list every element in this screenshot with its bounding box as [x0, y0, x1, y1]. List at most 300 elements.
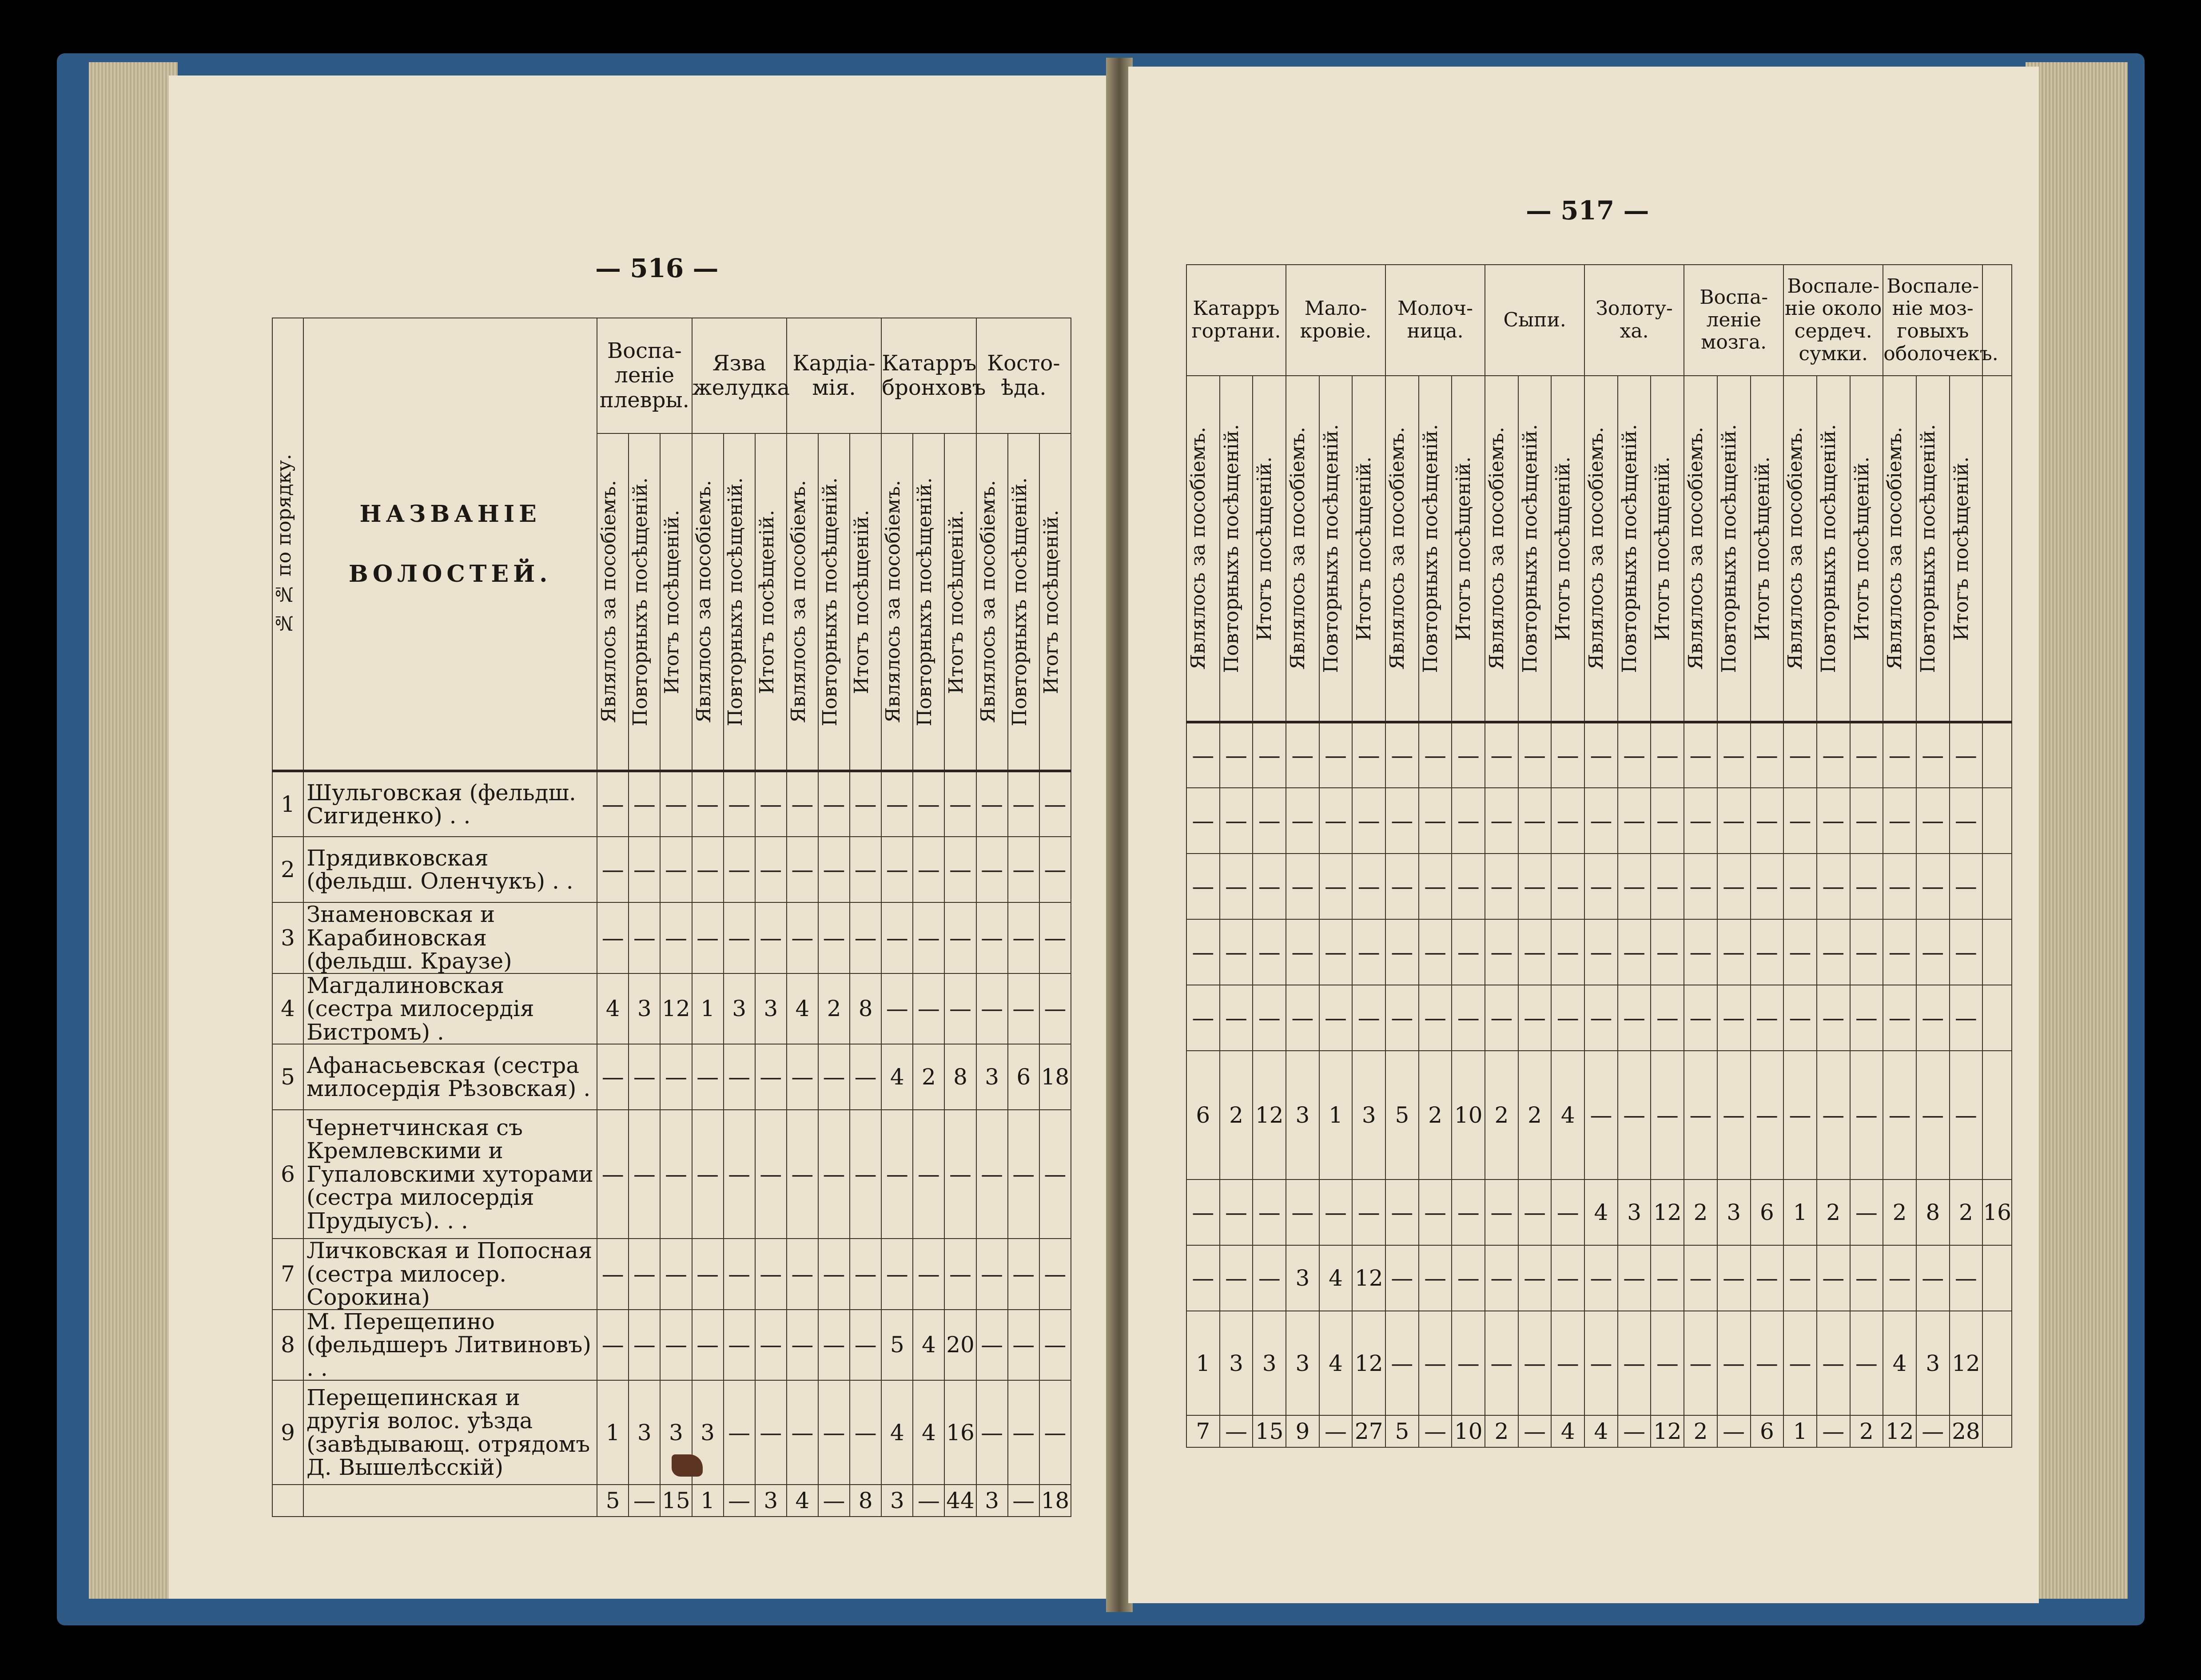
data-cell: — [1039, 902, 1071, 973]
data-cell: — [1485, 985, 1518, 1051]
data-cell: — [1419, 919, 1452, 985]
data-cell: — [1584, 1311, 1618, 1415]
data-cell: 8 [850, 973, 881, 1045]
row-number: 4 [272, 973, 303, 1045]
data-cell: — [1008, 1110, 1039, 1239]
data-cell: — [1916, 1051, 1950, 1180]
data-cell: — [1551, 919, 1584, 985]
disease-group-header: Косто-ѣда. [976, 318, 1071, 433]
totals-row [1186, 1415, 2012, 1447]
data-cell: — [724, 1110, 755, 1239]
total-cell: 4 [1584, 1415, 1618, 1447]
data-cell: 1 [597, 1380, 629, 1485]
data-cell: — [787, 1310, 818, 1381]
data-cell: — [913, 837, 944, 902]
extra-cell [1982, 1051, 2012, 1180]
data-cell: — [1883, 985, 1916, 1051]
data-cell: — [1419, 985, 1452, 1051]
data-cell: — [1286, 722, 1319, 788]
data-cell: — [913, 973, 944, 1045]
subcolumn-header [1751, 376, 1784, 722]
subcolumn-header [1253, 376, 1286, 722]
subcolumn-header [1352, 376, 1385, 722]
total-cell: 7 [1186, 1415, 1220, 1447]
data-cell: — [818, 1310, 850, 1381]
data-cell: — [1751, 1051, 1784, 1180]
subcolumn-header-text: Повторныхъ посѣщеній. [1220, 424, 1243, 673]
data-cell: — [1618, 919, 1651, 985]
subcolumn-header-text: Итогъ посѣщеній. [850, 509, 873, 694]
data-cell: — [1039, 973, 1071, 1045]
data-cell: 8 [1916, 1180, 1950, 1245]
data-cell: — [1584, 1245, 1618, 1311]
data-cell: — [692, 1044, 724, 1110]
data-cell: — [597, 1044, 629, 1110]
data-cell: — [850, 1110, 881, 1239]
data-cell: — [881, 1110, 913, 1239]
data-cell: — [1551, 985, 1584, 1051]
data-cell: — [1618, 788, 1651, 854]
data-cell: — [1352, 722, 1385, 788]
subcolumn-header [1950, 376, 1983, 722]
subcolumn-header [1551, 376, 1584, 722]
row-number: 7 [272, 1239, 303, 1310]
data-cell: — [1452, 1311, 1485, 1415]
page-edges-left [89, 62, 178, 1599]
total-cell: 28 [1950, 1415, 1983, 1447]
data-cell: — [1684, 1245, 1717, 1311]
data-cell: 4 [1584, 1180, 1618, 1245]
data-cell: — [1584, 722, 1618, 788]
data-cell: 3 [724, 973, 755, 1045]
data-cell: — [1485, 1311, 1518, 1415]
data-cell: — [1452, 985, 1485, 1051]
data-cell: — [1717, 1245, 1751, 1311]
data-cell: — [629, 1239, 660, 1310]
data-cell: — [976, 1380, 1008, 1485]
data-cell: 4 [913, 1310, 944, 1381]
data-cell: — [660, 837, 692, 902]
subcolumn-header [1186, 376, 1220, 722]
data-cell: — [1186, 722, 1220, 788]
subcolumn-header [1452, 376, 1485, 722]
data-cell: — [1253, 788, 1286, 854]
data-cell: — [1485, 1180, 1518, 1245]
subcolumn-header [976, 433, 1008, 771]
disease-group-header: Воспале-ніе около сердеч. сумки. [1783, 265, 1883, 376]
data-cell: — [1220, 722, 1253, 788]
data-cell: 1 [1319, 1051, 1353, 1180]
data-cell: — [1319, 722, 1353, 788]
data-cell: 4 [597, 973, 629, 1045]
total-cell: 5 [597, 1485, 629, 1517]
subcolumn-header-text: Повторныхъ посѣщеній. [1518, 424, 1541, 673]
disease-group-header: Катарръ бронховъ [881, 318, 976, 433]
data-cell: 3 [1717, 1180, 1751, 1245]
data-cell: — [1008, 771, 1039, 837]
total-cell: 6 [1751, 1415, 1784, 1447]
data-cell: 6 [1008, 1044, 1039, 1110]
data-cell: 2 [913, 1044, 944, 1110]
data-cell: — [1850, 788, 1883, 854]
volost-name: Чернетчинская съ Кремлевскими и Гупаловскими хуторами (сестра милосердія Прудыусъ). . . [303, 1110, 597, 1239]
data-cell: — [1385, 1245, 1419, 1311]
subcolumn-header-text: Итогъ посѣщеній. [1452, 456, 1475, 641]
data-cell: — [1916, 985, 1950, 1051]
data-cell: — [724, 1044, 755, 1110]
data-cell: — [850, 1310, 881, 1381]
data-cell: 5 [881, 1310, 913, 1381]
data-cell: — [1385, 788, 1419, 854]
subcolumn-header-text: Повторныхъ посѣщеній. [1618, 424, 1641, 673]
data-cell: — [1717, 854, 1751, 919]
data-cell: — [1518, 1180, 1552, 1245]
disease-group-header: Катарръ гортани. [1186, 265, 1286, 376]
total-cell: 44 [944, 1485, 976, 1517]
data-cell: — [1817, 1245, 1850, 1311]
data-cell: — [1551, 788, 1584, 854]
subcolumn-header-text: Являлось за пособіемъ. [1684, 427, 1707, 670]
data-cell: 2 [1419, 1051, 1452, 1180]
data-cell: — [1186, 854, 1220, 919]
data-cell: — [724, 1310, 755, 1381]
subcolumn-header-text: Повторныхъ посѣщеній. [724, 477, 747, 727]
data-cell: — [1452, 1180, 1485, 1245]
row-number: 3 [272, 902, 303, 973]
data-cell: — [1783, 919, 1817, 985]
data-cell: — [1286, 1180, 1319, 1245]
volost-name: М. Перещепино (фельдшеръ Литвиновъ) . . [303, 1310, 597, 1381]
data-cell: — [755, 1380, 787, 1485]
data-cell: — [1008, 902, 1039, 973]
table-row [1186, 722, 2012, 788]
data-cell: — [629, 1110, 660, 1239]
data-cell: — [1883, 919, 1916, 985]
name-header [303, 318, 597, 771]
ink-stain [672, 1454, 703, 1477]
subcolumn-header [1916, 376, 1950, 722]
data-cell: — [1883, 722, 1916, 788]
subcolumn-header [1319, 376, 1353, 722]
total-cell: — [1717, 1415, 1751, 1447]
data-cell: — [755, 1110, 787, 1239]
data-cell: 4 [881, 1044, 913, 1110]
data-cell: — [1916, 1245, 1950, 1311]
table-row [272, 837, 1071, 902]
table-row [272, 1239, 1071, 1310]
data-cell: — [597, 1110, 629, 1239]
data-cell: — [1783, 1051, 1817, 1180]
data-cell: — [1817, 722, 1850, 788]
subcolumn-header-text: Итогъ посѣщеній. [1253, 456, 1276, 641]
data-cell: — [1518, 1311, 1552, 1415]
data-cell: — [1253, 722, 1286, 788]
data-cell: — [1850, 985, 1883, 1051]
total-cell: — [1817, 1415, 1850, 1447]
data-cell: — [1319, 985, 1353, 1051]
subcolumn-header-text: Итогъ посѣщеній. [1039, 509, 1063, 694]
row-number: 6 [272, 1110, 303, 1239]
data-cell: 2 [1883, 1180, 1916, 1245]
total-cell: 3 [976, 1485, 1008, 1517]
subcolumn-header-text: Повторныхъ посѣщеній. [818, 477, 841, 727]
data-cell: — [1651, 919, 1684, 985]
subcolumn-header-text: Повторныхъ посѣщеній. [1916, 424, 1939, 673]
subcolumn-header-text: Итогъ посѣщеній. [661, 509, 684, 694]
total-cell: 2 [1485, 1415, 1518, 1447]
data-cell: — [818, 1044, 850, 1110]
volost-name: Личковская и Попосная (сестра милосер. Сорокина) [303, 1239, 597, 1310]
data-cell: 3 [1618, 1180, 1651, 1245]
subcolumn-header [787, 433, 818, 771]
data-cell: — [629, 837, 660, 902]
data-cell: — [1385, 985, 1419, 1051]
data-cell: — [597, 837, 629, 902]
data-cell: — [1008, 1380, 1039, 1485]
subcolumn-header [1717, 376, 1751, 722]
data-cell: 4 [1319, 1245, 1353, 1311]
right-page [1128, 67, 2039, 1603]
data-cell: — [755, 771, 787, 837]
data-cell: — [629, 1310, 660, 1381]
data-cell: — [1717, 985, 1751, 1051]
data-cell: — [1452, 854, 1485, 919]
data-cell: 12 [1651, 1180, 1684, 1245]
subcolumn-header [1286, 376, 1319, 722]
data-cell: — [850, 1380, 881, 1485]
data-cell: 3 [660, 1380, 692, 1485]
data-cell: — [597, 771, 629, 837]
data-cell: — [692, 1239, 724, 1310]
data-cell: — [976, 837, 1008, 902]
data-cell: — [1008, 1239, 1039, 1310]
subcolumn-header [755, 433, 787, 771]
data-cell: — [1352, 854, 1385, 919]
data-cell: — [1783, 788, 1817, 854]
data-cell: — [1684, 788, 1717, 854]
data-cell: — [1385, 919, 1419, 985]
data-cell: — [1618, 1245, 1651, 1311]
data-cell: — [1452, 919, 1485, 985]
data-cell: — [660, 1239, 692, 1310]
total-cell: 5 [1385, 1415, 1419, 1447]
volost-name: Перещепинская и другія волос. уѣзда (завѣдывающ. отрядомъ Д. Вышелѣсскій) [303, 1380, 597, 1485]
data-cell: — [1385, 1311, 1419, 1415]
extra-cell [1982, 788, 2012, 854]
data-cell: — [1008, 837, 1039, 902]
subcolumn-header [660, 433, 692, 771]
subcolumn-header [881, 433, 913, 771]
data-cell: — [1551, 1311, 1584, 1415]
subcolumn-header [850, 433, 881, 771]
data-cell: — [755, 1239, 787, 1310]
data-cell: — [1485, 722, 1518, 788]
data-cell: — [1452, 722, 1485, 788]
data-cell: 20 [944, 1310, 976, 1381]
data-cell: — [976, 771, 1008, 837]
data-cell: — [976, 1239, 1008, 1310]
data-cell: — [850, 1239, 881, 1310]
total-cell: 1 [692, 1485, 724, 1517]
blank-header [1982, 376, 2012, 722]
row-number: 9 [272, 1380, 303, 1485]
total-cell: — [1518, 1415, 1552, 1447]
data-cell: — [692, 1110, 724, 1239]
data-cell: — [1551, 722, 1584, 788]
table-row [1186, 919, 2012, 985]
data-cell: — [1584, 1051, 1618, 1180]
subcolumn-header-text: Итогъ посѣщеній. [1751, 456, 1774, 641]
data-cell: — [787, 771, 818, 837]
table-row [272, 771, 1071, 837]
total-cell: 12 [1883, 1415, 1916, 1447]
data-cell: — [1817, 985, 1850, 1051]
data-cell: — [1039, 771, 1071, 837]
extra-cell [1982, 722, 2012, 788]
data-cell: — [1485, 788, 1518, 854]
data-cell: 3 [755, 973, 787, 1045]
subcolumn-header [597, 433, 629, 771]
subcolumn-header [1684, 376, 1717, 722]
volost-name: Афанасьевская (сестра милосердія Рѣзовская) . [303, 1044, 597, 1110]
data-cell: — [660, 771, 692, 837]
table-row [1186, 985, 2012, 1051]
data-cell: — [1584, 985, 1618, 1051]
data-cell: — [1220, 985, 1253, 1051]
data-cell: — [1319, 788, 1353, 854]
data-cell: — [1751, 1311, 1784, 1415]
data-cell: 8 [944, 1044, 976, 1110]
data-cell: — [1684, 722, 1717, 788]
data-cell: — [1618, 985, 1651, 1051]
data-cell: — [1551, 1180, 1584, 1245]
data-cell: — [1186, 985, 1220, 1051]
subcolumn-header-text: Являлось за пособіемъ. [882, 480, 905, 723]
total-cell: 1 [1783, 1415, 1817, 1447]
total-cell: 10 [1452, 1415, 1485, 1447]
data-cell: — [913, 1239, 944, 1310]
data-cell: 1 [692, 973, 724, 1045]
total-cell: — [1008, 1485, 1039, 1517]
data-cell: 2 [1485, 1051, 1518, 1180]
data-cell: — [1883, 1245, 1916, 1311]
data-cell: — [944, 902, 976, 973]
subcolumn-header [944, 433, 976, 771]
data-cell: — [1419, 1180, 1452, 1245]
data-cell: 12 [1253, 1051, 1286, 1180]
data-cell: — [692, 771, 724, 837]
data-cell: — [1186, 788, 1220, 854]
data-cell: — [1783, 1311, 1817, 1415]
data-cell: — [1684, 854, 1717, 919]
data-cell: — [597, 1239, 629, 1310]
data-cell: — [1385, 854, 1419, 919]
data-cell: 10 [1452, 1051, 1485, 1180]
row-number-header [272, 318, 303, 771]
data-cell: — [1352, 919, 1385, 985]
subcolumn-header-text: Являлось за пособіемъ. [1585, 427, 1608, 670]
data-cell: — [1883, 1051, 1916, 1180]
data-cell: — [1717, 788, 1751, 854]
data-cell: — [1916, 722, 1950, 788]
data-cell: — [1039, 1310, 1071, 1381]
page-edges-right [2026, 62, 2128, 1599]
total-cell: — [1220, 1415, 1253, 1447]
subcolumn-header-text: Повторныхъ посѣщеній. [1008, 477, 1031, 727]
data-cell: — [976, 1110, 1008, 1239]
table-row [272, 973, 1071, 1045]
data-cell: — [1518, 722, 1552, 788]
subcolumn-header [1385, 376, 1419, 722]
data-cell: — [1008, 1310, 1039, 1381]
data-cell: — [1651, 985, 1684, 1051]
data-cell: 3 [1220, 1311, 1253, 1415]
data-cell: 1 [1186, 1311, 1220, 1415]
data-cell: 2 [1518, 1051, 1552, 1180]
row-number: 8 [272, 1310, 303, 1381]
data-cell: — [1651, 1051, 1684, 1180]
data-cell: — [1485, 919, 1518, 985]
data-cell: — [1319, 1180, 1353, 1245]
data-cell: — [881, 837, 913, 902]
left-table [272, 318, 1071, 1517]
data-cell: 2 [1950, 1180, 1983, 1245]
total-cell [1982, 1415, 2012, 1447]
table-row [272, 1310, 1071, 1381]
data-cell: — [1618, 854, 1651, 919]
data-cell: — [755, 1044, 787, 1110]
data-cell: — [1485, 854, 1518, 919]
data-cell: — [1751, 919, 1784, 985]
subcolumn-header-text: Являлось за пособіемъ. [1485, 427, 1508, 670]
data-cell: — [1817, 1051, 1850, 1180]
subcolumn-header-text: Повторныхъ посѣщеній. [1817, 424, 1840, 673]
data-cell: — [850, 771, 881, 837]
total-cell: 12 [1651, 1415, 1684, 1447]
data-cell: — [1751, 788, 1784, 854]
data-cell: — [976, 973, 1008, 1045]
subcolumn-header-text: Итогъ посѣщеній. [945, 509, 968, 694]
data-cell: 12 [660, 973, 692, 1045]
data-cell: — [787, 1110, 818, 1239]
data-cell: 12 [1352, 1245, 1385, 1311]
data-cell: — [818, 771, 850, 837]
data-cell: — [881, 902, 913, 973]
data-cell: — [818, 837, 850, 902]
total-cell: — [1319, 1415, 1353, 1447]
total-cell: — [1916, 1415, 1950, 1447]
volost-name: Шульговская (фельдш. Сигиденко) . . [303, 771, 597, 837]
data-cell: — [1319, 854, 1353, 919]
data-cell: — [1039, 837, 1071, 902]
data-cell: 12 [1950, 1311, 1983, 1415]
subcolumn-header-text: Итогъ посѣщеній. [1850, 456, 1873, 641]
row-number: 1 [272, 771, 303, 837]
data-cell: 4 [1319, 1311, 1353, 1415]
total-cell: 15 [1253, 1415, 1286, 1447]
data-cell: — [1883, 854, 1916, 919]
data-cell: 3 [1352, 1051, 1385, 1180]
data-cell: — [1253, 1245, 1286, 1311]
extra-cell [1982, 985, 2012, 1051]
data-cell: — [1419, 1245, 1452, 1311]
data-cell: — [1039, 1110, 1071, 1239]
subcolumn-header [1883, 376, 1916, 722]
data-cell: — [1850, 1311, 1883, 1415]
data-cell: — [1039, 1239, 1071, 1310]
volost-name: Знаменовская и Карабиновская (фельдш. Краузе) [303, 902, 597, 973]
subcolumn-header [1485, 376, 1518, 722]
